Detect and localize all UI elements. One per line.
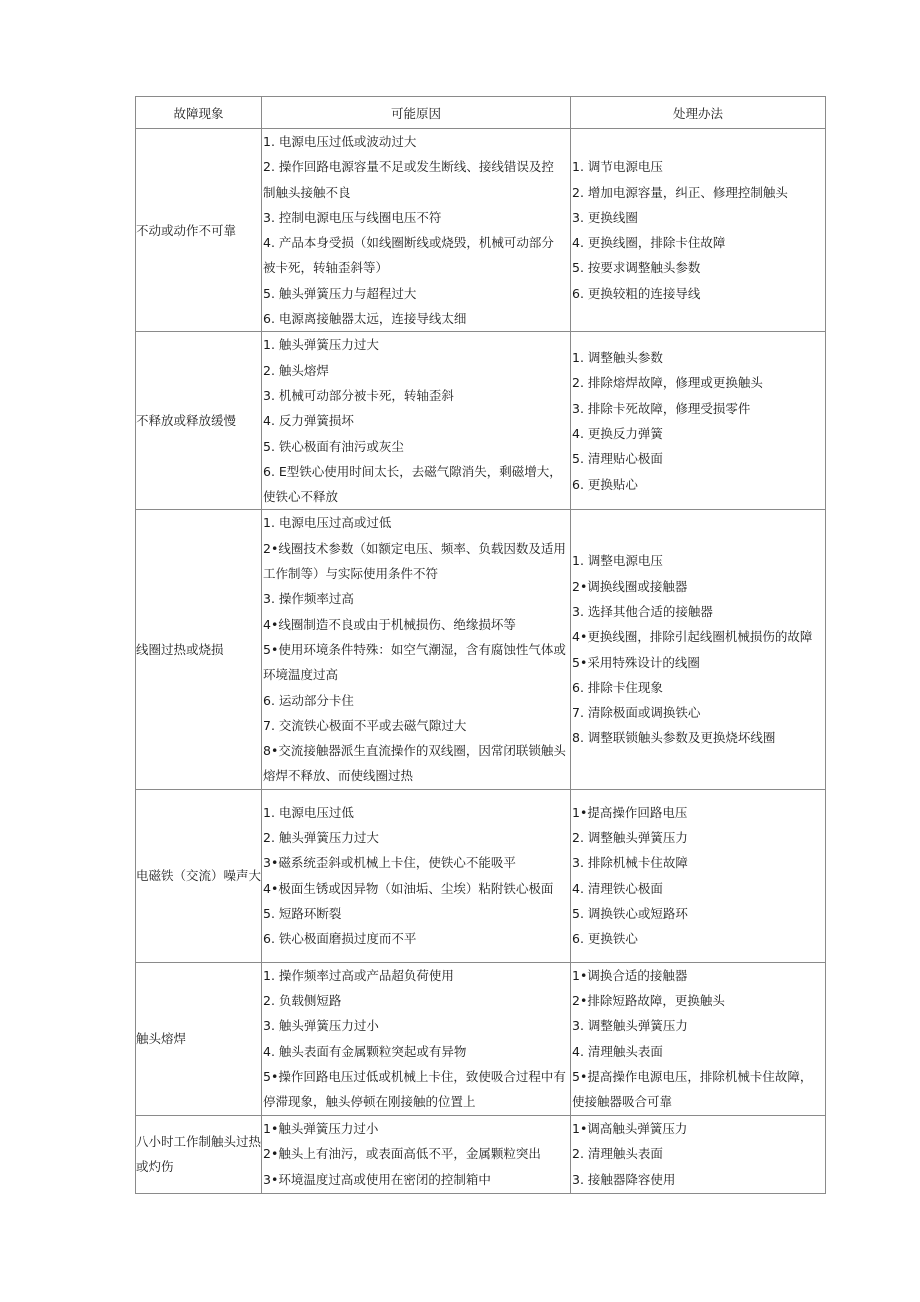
symptom-cell: 不释放或释放缓慢 (136, 332, 262, 510)
fix-cell (571, 129, 826, 332)
solution-item: 6. 更换铁心 (572, 931, 638, 947)
cause-item: 1. 电源电压过低 (263, 804, 354, 820)
cause-item: 1•触头弹簧压力过小 (263, 1121, 379, 1137)
cause-item: 4•线圈制造不良或由于机械损伤、绝缘损坏等 (263, 616, 516, 632)
table-row (136, 962, 826, 1115)
solution-item: 3. 选择其他合适的接触器 (572, 603, 713, 619)
causes-list (262, 332, 570, 509)
solution-item: 2•排除短路故障，更换触头 (572, 993, 725, 1009)
header-cause: 可能原因 (262, 97, 571, 129)
cause-item: 2. 操作回路电源容量不足或发生断线、接线错误及控制触头接触不良 (263, 159, 554, 200)
cause-item: 5. 触头弹簧压力与超程过大 (263, 285, 417, 301)
solution-item: 4•更换线圈，排除引起线圈机械损伤的故障 (572, 629, 813, 645)
solution-item: 6. 更换贴心 (572, 476, 638, 492)
solution-item: 7. 清除极面或调换铁心 (572, 705, 701, 721)
cause-item: 3•环境温度过高或使用在密闭的控制箱中 (263, 1171, 491, 1187)
header-symptom: 故障现象 (136, 97, 262, 129)
solution-item: 1. 调整触头参数 (572, 350, 663, 366)
table-row (136, 510, 826, 789)
cause-item: 2. 触头弹簧压力过大 (263, 830, 379, 846)
solution-item: 5. 清理贴心极面 (572, 451, 663, 467)
cause-cell (262, 962, 571, 1115)
cause-item: 8•交流接触器派生直流操作的双线圈，因常闭联锁触头熔焊不释放、而使线圈过热 (263, 743, 566, 784)
solution-item: 3. 接触器降容使用 (572, 1171, 676, 1187)
solution-item: 1. 调节电源电压 (572, 159, 663, 175)
cause-item: 1. 电源电压过低或波动过大 (263, 134, 417, 149)
solution-item: 2. 清理触头表面 (572, 1146, 663, 1162)
cause-cell (262, 510, 571, 789)
solution-item: 1. 调整电源电压 (572, 553, 663, 569)
solutions-list (571, 154, 825, 306)
solutions-list (571, 1116, 825, 1192)
solution-item: 4. 清理触头表面 (572, 1043, 663, 1059)
cause-item: 3. 机械可动部分被卡死，转轴歪斜 (263, 387, 454, 403)
solution-item: 3. 调整触头弹簧压力 (572, 1018, 688, 1034)
table-row (136, 332, 826, 510)
cause-item: 6. 运动部分卡住 (263, 692, 354, 708)
solution-item: 3. 更换线圈 (572, 209, 638, 225)
table-row (136, 1115, 826, 1193)
fix-cell (571, 962, 826, 1115)
cause-cell (262, 332, 571, 510)
solution-item: 1•提高操作回路电压 (572, 804, 688, 820)
cause-item: 2•触头上有油污，或表面高低不平，金属颗粒突出 (263, 1146, 541, 1162)
solution-item: 1•调换合适的接触器 (572, 967, 688, 983)
solution-item: 6. 更换较粗的连接导线 (572, 285, 701, 301)
causes-list (262, 963, 570, 1115)
solution-item: 2. 增加电源容量，纠正、修理控制触头 (572, 184, 788, 200)
solution-item: 2. 排除熔焊故障，修理或更换触头 (572, 375, 763, 391)
cause-item: 1. 电源电压过高或过低 (263, 515, 392, 531)
cause-item: 7. 交流铁心极面不平或去磁气隙过大 (263, 717, 467, 733)
header-row (136, 97, 826, 129)
header-solution: 处理办法 (571, 97, 826, 129)
solution-item: 1•调高触头弹簧压力 (572, 1121, 688, 1137)
fix-cell (571, 789, 826, 962)
causes-list (262, 1116, 570, 1192)
cause-item: 3. 触头弹簧压力过小 (263, 1018, 379, 1034)
solutions-list (571, 345, 825, 497)
solution-item: 6. 排除卡住现象 (572, 679, 663, 695)
solution-item: 4. 更换反力弹簧 (572, 425, 663, 441)
cause-item: 1. 操作频率过高或产品超负荷使用 (263, 967, 454, 983)
cause-item: 6. 铁心极面磨损过度而不平 (263, 931, 417, 947)
cause-item: 5. 铁心极面有油污或灰尘 (263, 438, 404, 454)
cause-item: 1. 触头弹簧压力过大 (263, 337, 379, 353)
solution-item: 2•调换线圈或接触器 (572, 578, 688, 594)
cause-item: 2. 触头熔焊 (263, 362, 329, 378)
symptom-cell: 不动或动作不可靠 (136, 129, 262, 332)
cause-item: 3. 控制电源电压与线圈电压不符 (263, 209, 442, 225)
cause-item: 6. 电源离接触器太远，连接导线太细 (263, 311, 467, 327)
solutions-list (571, 800, 825, 952)
cause-item: 5•使用环境条件特殊：如空气潮湿，含有腐蚀性气体或环境温度过高 (263, 641, 566, 683)
solutions-list (571, 548, 825, 750)
symptom-cell: 八小时工作制触头过热或灼伤 (136, 1115, 262, 1193)
table-row (136, 129, 826, 332)
table-row (136, 789, 826, 962)
fix-cell (571, 510, 826, 789)
cause-item: 5. 短路环断裂 (263, 906, 342, 922)
fix-cell (571, 1115, 826, 1193)
solution-item: 5•提高操作电源电压，排除机械卡住故障，使接触器吸合可靠 (572, 1068, 813, 1110)
solution-item: 8. 调整联锁触头参数及更换烧坏线圈 (572, 730, 776, 746)
solution-item: 4. 更换线圈，排除卡住故障 (572, 235, 726, 251)
solution-item: 5. 调换铁心或短路环 (572, 906, 688, 922)
cause-cell (262, 1115, 571, 1193)
symptom-cell: 电磁铁（交流）噪声大 (136, 789, 262, 962)
causes-list (262, 510, 570, 788)
cause-item: 2. 负载侧短路 (263, 993, 342, 1009)
cause-item: 4. 反力弹簧损坏 (263, 413, 354, 429)
causes-list (262, 129, 570, 331)
cause-item: 4•极面生锈或因异物（如油垢、尘埃）粘附铁心极面 (263, 880, 554, 896)
fix-cell (571, 332, 826, 510)
cause-item: 4. 产品本身受损（如线圈断线或烧毁，机械可动部分被卡死，转轴歪斜等） (263, 235, 554, 276)
cause-cell (262, 789, 571, 962)
cause-item: 6. E型铁心使用时间太长，去磁气隙消失，剩磁增大，使铁心不释放 (263, 463, 562, 505)
symptom-cell: 触头熔焊 (136, 962, 262, 1115)
cause-cell (262, 129, 571, 332)
cause-item: 4. 触头表面有金属颗粒突起或有异物 (263, 1043, 467, 1059)
cause-item: 2•线圈技术参数（如额定电压、频率、负载因数及适用工作制等）与实际使用条件不符 (263, 540, 566, 582)
fault-table (135, 96, 826, 1194)
solutions-list (571, 963, 825, 1115)
solution-item: 4. 清理铁心极面 (572, 880, 663, 896)
solution-item: 3. 排除卡死故障，修理受损零件 (572, 400, 751, 416)
solution-item: 5. 按要求调整触头参数 (572, 260, 701, 276)
solution-item: 3. 排除机械卡住故障 (572, 855, 688, 871)
cause-item: 3•磁系统歪斜或机械上卡住，使铁心不能吸平 (263, 855, 516, 871)
symptom-cell: 线圈过热或烧损 (136, 510, 262, 789)
solution-item: 5•采用特殊设计的线圈 (572, 654, 700, 670)
cause-item: 5•操作回路电压过低或机械上卡住，致使吸合过程中有停滞现象，触头停顿在刚接触的位置上 (263, 1068, 566, 1110)
solution-item: 2. 调整触头弹簧压力 (572, 830, 688, 846)
causes-list (262, 800, 570, 952)
cause-item: 3. 操作频率过高 (263, 591, 354, 607)
